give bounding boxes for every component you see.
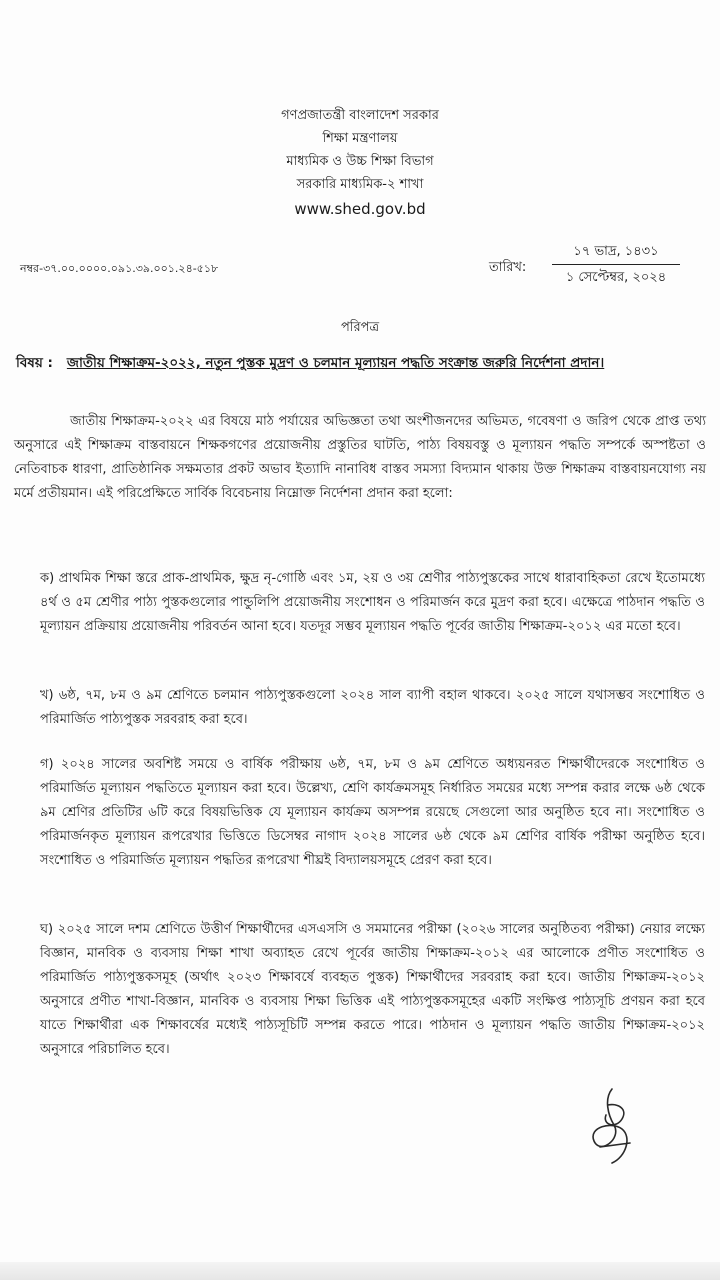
- date-gregorian: ১ সেপ্টেম্বর, ২০২৪: [565, 270, 667, 285]
- circular-title: পরিপত্র: [340, 320, 380, 335]
- directive-ka: ক) প্রাথমিক শিক্ষা স্তরে প্রাক-প্রাথমিক, ক্ষুদ্র নৃ-গোষ্ঠি এবং ১ম, ২য় ও ৩য় শ্রেণীর পাঠ্যপুস্তকের সাথে ধারাবাহিকতা রেখে ইতোমধ্যে ৪র্থ ও ৫ম শ্রেণীর পাঠ্য পুস্তকগুলোর পান্ডুলিপি প্রয়োজনীয় সংশোধন ও পরিমার্জন করে মুদ্রণ করা হবে। এক্ষেত্রে পাঠদান পদ্ধতি ও মূল্যায়ন প্রক্রিয়ায় প্রয়োজনীয় পরিবর্তন আনা হবে। যতদূর সম্ভব মূল্যায়ন পদ্ধতি পূর্বের জাতীয় শিক্ষাক্রম-২০১২ এর মতো হবে।: [40, 571, 705, 634]
- subject-label: বিষয় :: [16, 355, 53, 371]
- ministry-name: শিক্ষা মন্ত্রণালয়: [322, 131, 398, 146]
- page-bottom-edge: [0, 1262, 720, 1280]
- intro-paragraph: জাতীয় শিক্ষাক্রম-২০২২ এর বিষয়ে মাঠ পর্যায়ের অভিজ্ঞতা তথা অংশীজনদের অভিমত, গবেষণা ও জরিপ থেকে প্রাপ্ত তথ্য অনুসারে এই শিক্ষাক্রম বাস্তবায়নে শিক্ষকগণের প্রয়োজনীয় প্রস্তুতির ঘাটতি, পাঠ্য বিষয়বস্তু ও মূল্যায়ন পদ্ধতি সম্পর্কে অস্পষ্টতা ও নেতিবাচক ধারণা, প্রাতিষ্ঠানিক সক্ষমতার প্রকট অভাব ইত্যাদি নানাবিধ বাস্তব সমস্যা বিদ্যমান থাকায় উক্ত শিক্ষাক্রম বাস্তবায়নযোগ্য নয় মর্মে প্রতীয়মান। এই পরিপ্রেক্ষিতে সার্বিক বিবেচনায় নিম্নোক্ত নির্দেশনা প্রদান করা হলো:: [14, 414, 706, 501]
- directive-ga: গ) ২০২৪ সালের অবশিষ্ট সময়ে ও বার্ষিক পরীক্ষায় ৬ষ্ঠ, ৭ম, ৮ম ও ৯ম শ্রেণিতে অধ্যয়নরত শিক্ষার্থীদেরকে সংশোধিত ও পরিমার্জিত মূল্যায়ন পদ্ধতিতে মূল্যায়ন করা হবে। উল্লেখ্য, শ্রেণি কার্যক্রমসমূহ নির্ধারিত সময়ের মধ্যে সম্পন্ন করার লক্ষে ৬ষ্ঠ থেকে ৯ম শ্রেণির প্রতিটির ৬টি করে বিষয়ভিত্তিক যে মূল্যায়ন কার্যক্রম অসম্পন্ন রয়েছে সেগুলো আর অনুষ্ঠিত হবে না। সংশোধিত ও পরিমার্জনকৃত মূল্যায়ন রূপরেখার ভিত্তিতে ডিসেম্বর নাগাদ ২০২৪ সালের ৬ষ্ঠ থেকে ৯ম শ্রেণির বার্ষিক পরীক্ষা অনুষ্ঠিত হবে। সংশোধিত ও পরিমার্জিত মূল্যায়ন পদ্ধতির রূপরেখা শীঘ্রই বিদ্যালয়সমূহে প্রেরণ করা হবে।: [40, 757, 705, 868]
- date-block: [552, 242, 680, 287]
- government-name: গণপ্রজাতন্ত্রী বাংলাদেশ সরকার: [281, 108, 439, 123]
- directive-kha: খ) ৬ষ্ঠ, ৭ম, ৮ম ও ৯ম শ্রেণিতে চলমান পাঠ্যপুস্তকগুলো ২০২৪ সাল ব্যাপী বহাল থাকবে। ২০২৫ সালে যথাসম্ভব সংশোধিত ও পরিমার্জিত পাঠ্যপুস্তক সরবরাহ করা হবে।: [40, 688, 705, 727]
- letterhead: [0, 104, 720, 221]
- directive-gha: ঘ) ২০২৫ সালে দশম শ্রেণিতে উত্তীর্ণ শিক্ষার্থীদের এসএসসি ও সমমানের পরীক্ষা (২০২৬ সালের অনুষ্ঠিতব্য পরীক্ষা) নেয়ার লক্ষ্যে বিজ্ঞান, মানবিক ও ব্যবসায় শিক্ষা শাখা অব্যাহত রেখে পূর্বের জাতীয় শিক্ষাক্রম-২০১২ এর আলোকে প্রণীত সংশোধিত ও পরিমার্জিত পাঠ্যপুস্তকসমূহ (অর্থাৎ ২০২৩ শিক্ষাবর্ষে ব্যবহৃত পুস্তক) শিক্ষার্থীদের সরবরাহ করা হবে। জাতীয় শিক্ষাক্রম-২০১২ অনুসারে প্রণীত শাখা-বিজ্ঞান, মানবিক ও ব্যবসায় শিক্ষা ভিত্তিক এই পাঠ্যপুস্তকসমূহের একটি সংক্ষিপ্ত পাঠ্যসূচি প্রণয়ন করা হবে যাতে শিক্ষার্থীরা এক শিক্ষাবর্ষের মধ্যেই পাঠ্যসূচিটি সম্পন্ন করতে পারে। পাঠদান ও মূল্যায়ন পদ্ধতি জাতীয় শিক্ষাক্রম-২০১২ অনুসারে পরিচালিত হবে।: [40, 922, 705, 1057]
- date-bangla: ১৭ ভাদ্র, ১৪৩১: [552, 242, 680, 265]
- subject-line: [16, 352, 716, 375]
- signature: [582, 1085, 642, 1167]
- date-label: তারিখ:: [489, 260, 527, 275]
- branch-name: সরকারি মাধ্যমিক-২ শাখা: [296, 177, 424, 192]
- subject-text: জাতীয় শিক্ষাক্রম-২০২২, নতুন পুস্তক মুদ্রণ ও চলমান মূল্যায়ন পদ্ধতি সংক্রান্ত জরুরি নির্দেশনা প্রদান।: [66, 355, 605, 371]
- website-link[interactable]: www.shed.gov.bd: [294, 200, 426, 218]
- memo-number: নম্বর-৩৭.০০.০০০০.০৯১.৩৯.০০১.২৪-৫১৮: [20, 262, 219, 275]
- division-name: মাধ্যমিক ও উচ্চ শিক্ষা বিভাগ: [286, 154, 434, 169]
